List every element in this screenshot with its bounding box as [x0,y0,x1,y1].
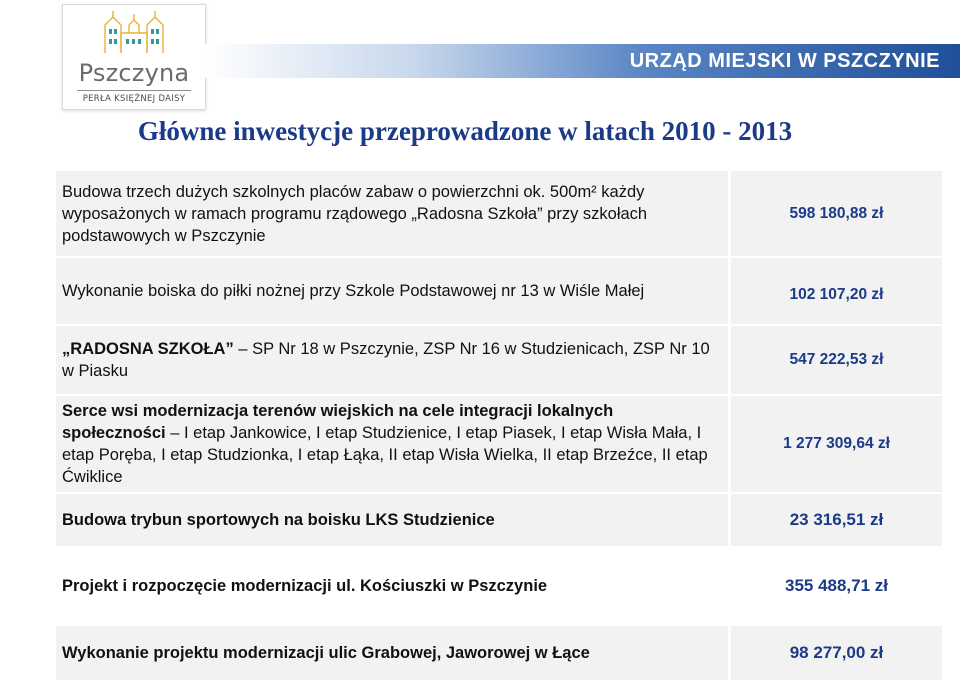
description-text [62,575,547,597]
castle-icon [99,9,169,55]
table-row [56,494,942,548]
table-row [56,326,942,396]
table-row [56,396,942,494]
description-part: Wykonanie boiska do piłki nożnej przy Szkole Podstawowej nr 13 w Wiśle Małej [62,282,645,300]
investment-amount: 598 180,88 zł [731,171,942,258]
description-part-bold: „RADOSNA SZKOŁA” [62,340,234,358]
description-text [62,181,720,247]
description-text [62,400,720,488]
description-text [62,280,644,302]
investment-description [56,560,728,614]
investment-amount: 355 488,71 zł [731,560,942,614]
description-part-bold: Projekt i rozpoczęcie modernizacji ul. Kościuszki w Pszczynie [62,577,548,595]
table-row [56,258,942,326]
investment-amount: 102 107,20 zł [731,258,942,326]
investment-amount: 98 277,00 zł [731,626,942,682]
description-text [62,338,720,382]
logo-name: Pszczyna [78,59,190,87]
description-part: Budowa trzech dużych szkolnych placów zabaw o powierzchni ok. 500m² każdy wyposażonych w ramach programu rządowego „Radosna Szkoła” przy szkołach podstawowych w Pszczynie [62,182,648,245]
investment-amount: 547 222,53 zł [731,326,942,396]
table-row [56,171,942,258]
investment-description [56,396,728,494]
description-part-bold: Wykonanie projektu modernizacji ulic Grabowej, Jaworowej w Łące [62,644,590,662]
investment-description [56,494,728,548]
logo-tagline: PERŁA KSIĘŻNEJ DAISY [77,90,191,104]
table-row [56,626,942,682]
description-text [62,509,495,531]
table-row [56,560,942,614]
investment-amount: 23 316,51 zł [731,494,942,548]
description-part-bold: Budowa trybun sportowych na boisku LKS Studzienice [62,511,495,529]
investment-description [56,626,728,682]
description-part: – I etap Jankowice, I etap Studzienice, I etap Piasek, I etap Wisła Mała, I etap Poręba, I etap Studzionka, I etap Łąka, II etap Wisła Wielka, II etap Brzeźce, II etap Ćwiklice [62,424,708,486]
header-banner [204,44,960,78]
description-text [62,642,590,664]
description-part-bold: Serce wsi modernizacja terenów wiejskich na cele integracji lokalnych społeczności [62,402,614,442]
pszczyna-logo [62,4,206,110]
investment-amount: 1 277 309,64 zł [731,396,942,494]
description-part: – SP Nr 18 w Pszczynie, ZSP Nr 16 w Studzienicach, ZSP Nr 10 w Piasku [62,340,710,380]
investment-description [56,326,728,396]
investment-description [56,171,728,258]
investment-description [56,258,728,326]
banner-title: URZĄD MIEJSKI W PSZCZYNIE [629,50,940,72]
page-title: Główne inwestycje przeprowadzone w latach 2010 - 2013 [137,116,793,146]
